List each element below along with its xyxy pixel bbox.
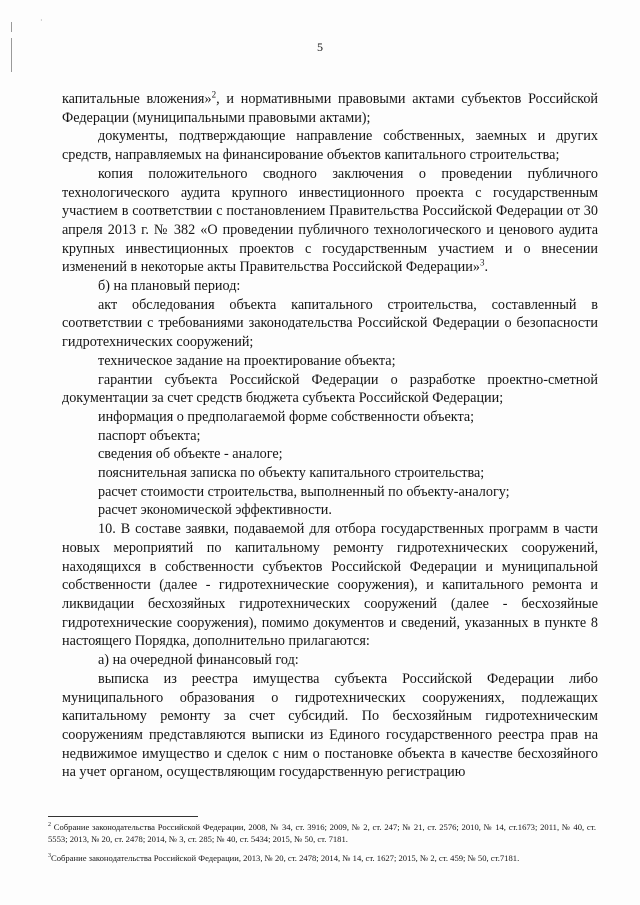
paragraph-text: 10. В составе заявки, подаваемой для отбора государственных программ в части новых мероприятий по капитальному ремонту гидротехнических сооружений, находящихся в собственности субъектов Российской Федерации и муниципальной собственности (далее - гидротехнические сооружения), и капитального ремонта и ликвидации бесхозяйных гидротехнических сооружений (далее - бесхозяйные гидротехнические сооружения), помимо документов и сведений, указанных в пункте 8 настоящего Порядка, дополнительно прилагаются: <box>62 521 598 650</box>
paragraph <box>62 445 598 464</box>
paragraph <box>62 352 598 371</box>
paragraph <box>62 127 598 164</box>
paragraph <box>62 90 598 127</box>
paragraph <box>62 296 598 352</box>
footnotes <box>48 822 596 873</box>
paragraph-text: техническое задание на проектирование объекта; <box>98 352 396 369</box>
paragraph <box>62 408 598 427</box>
paragraph <box>62 651 598 670</box>
scan-edge-mark <box>11 22 12 32</box>
paragraph-text-tail: , и нормативными правовыми актами субъектов Российской Федерации (муниципальными правовыми актами); <box>62 91 598 126</box>
paragraph <box>62 464 598 483</box>
footnote-number: 3 <box>48 853 51 860</box>
paragraph-text: а) на очередной финансовый год: <box>98 652 299 669</box>
paragraph <box>62 277 598 296</box>
paragraph-text: паспорт объекта; <box>98 427 201 444</box>
paragraph <box>62 165 598 277</box>
paragraph-text: акт обследования объекта капитального строительства, составленный в соответствии с требованиями законодательства Российской Федерации о безопасности гидротехнических сооружений; <box>62 296 598 351</box>
page-number: 5 <box>317 40 323 54</box>
paragraph <box>62 670 598 782</box>
scan-dot-mark: · <box>40 16 43 25</box>
paragraph-text: расчет стоимости строительства, выполненный по объекту-аналогу; <box>98 483 510 500</box>
document-body <box>62 90 598 782</box>
paragraph-text: информация о предполагаемой форме собственности объекта; <box>98 408 475 425</box>
paragraph-text: расчет экономической эффективности. <box>98 502 332 519</box>
paragraph <box>62 520 598 651</box>
paragraph-text: гарантии субъекта Российской Федерации о разработке проектно-сметной документации за счет средств бюджета субъекта Российской Федерации; <box>62 371 598 407</box>
footnote-reference[interactable]: 2 <box>211 89 217 100</box>
footnote <box>48 822 596 845</box>
paragraph-text: пояснительная записка по объекту капитального строительства; <box>98 465 485 482</box>
paragraph-text: б) на плановый период: <box>98 278 241 295</box>
paragraph-text-tail: . <box>484 259 488 276</box>
footnote-reference[interactable]: 3 <box>479 257 485 268</box>
footnote-separator <box>48 816 198 817</box>
paragraph <box>62 501 598 520</box>
paragraph-text: выписка из реестра имущества субъекта Российской Федерации либо муниципального образования о гидротехнических сооружениях, подлежащих капитальному ремонту за счет субсидий. По бесхозяйным гидротехническим сооружениям представляются выписки из Единого государственного реестра прав на недвижимое имущество и сделок с ним о постановке объекта в качестве бесхозяйного на учет органом, осуществляющим государственную регистрацию <box>62 670 598 781</box>
footnote-text: Собрание законодательства Российской Федерации, 2008, № 34, ст. 3916; 2009, № 2, ст. 247; № 21, ст. 2576; 2010, № 14, ст.1673; 2011, № 40, ст. 5553; 2013, № 20, ст. 2478; 2014, № 3, ст. 285; № 40, ст. 5434; 2015, № 50, ст. 7181. <box>48 822 596 844</box>
footnote-number: 2 <box>48 822 51 829</box>
paragraph <box>62 483 598 502</box>
paragraph-text: сведения об объекте - аналоге; <box>98 446 283 463</box>
footnote-text: Собрание законодательства Российской Федерации, 2013, № 20, ст. 2478; 2014, № 14, ст. 1627; 2015, № 2, ст. 459; № 50, ст.7181. <box>51 853 520 863</box>
paragraph <box>62 371 598 408</box>
footnote <box>48 853 596 865</box>
paragraph-text: документы, подтверждающие направление собственных, заемных и других средств, направляемых на финансирование объектов капитального строительства; <box>62 128 598 164</box>
paragraph <box>62 427 598 446</box>
paragraph-text: копия положительного сводного заключения о проведении публичного технологического аудита крупного инвестиционного проекта с государственным участием в соответствии с постановлением Правительства Российской Федерации от 30 апреля 2013 г. № 382 «О проведении публичного технологического и ценового аудита крупных инвестиционных проектов с государственным участием и о внесении изменений в некоторые акты Правительства Российской Федерации» <box>62 165 598 276</box>
paragraph-text: капитальные вложения» <box>62 91 212 107</box>
